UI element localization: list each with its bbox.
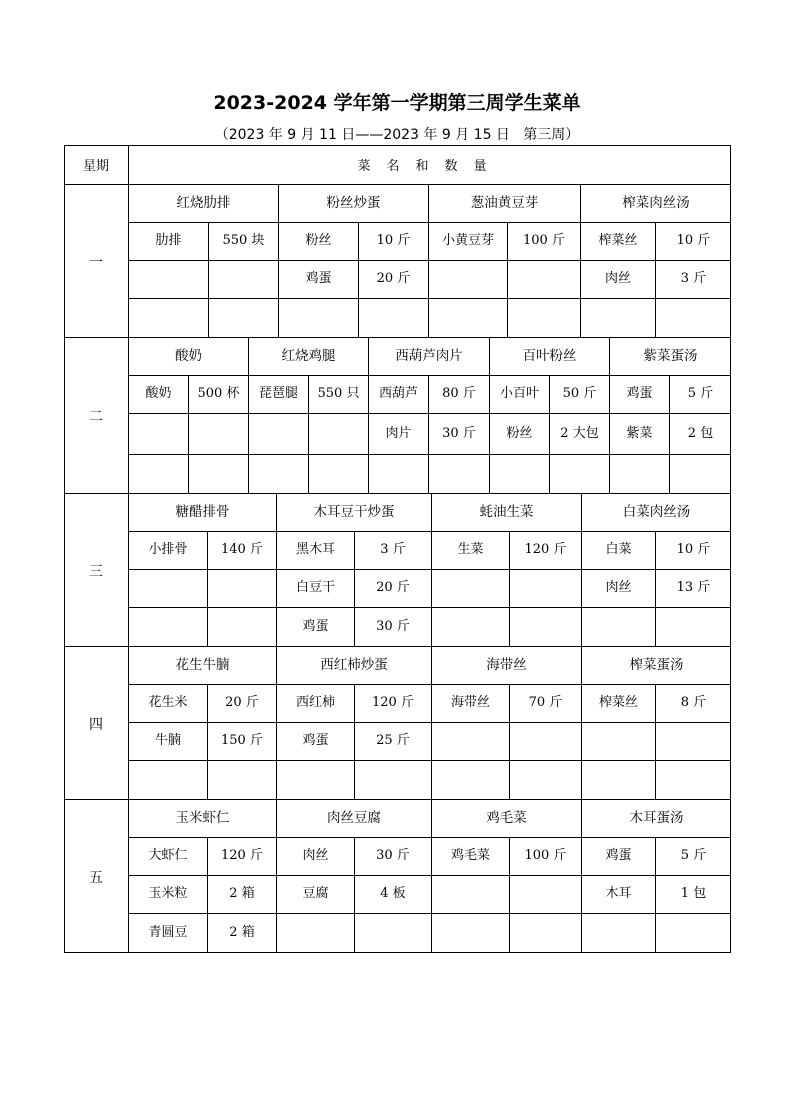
- amount-cell: [656, 723, 731, 761]
- header-day-column: 星期: [64, 145, 129, 185]
- day-label: 五: [64, 800, 129, 953]
- amount-cell: [355, 761, 432, 800]
- ingredient-cell: 生菜: [432, 532, 510, 570]
- amount-cell: 550 块: [209, 223, 279, 261]
- amount-cell: 1 包: [656, 876, 731, 914]
- ingredient-cell: [581, 299, 656, 338]
- amount-cell: 20 斤: [359, 261, 429, 299]
- amount-cell: [189, 414, 249, 455]
- amount-cell: 120 斤: [510, 532, 582, 570]
- ingredient-cell: [429, 261, 508, 299]
- dish-name: 红烧肋排: [129, 185, 279, 223]
- ingredient-cell: 紫菜: [610, 414, 670, 455]
- ingredient-cell: [432, 876, 510, 914]
- ingredient-cell: 黑木耳: [277, 532, 355, 570]
- ingredient-cell: 肉丝: [277, 838, 355, 876]
- dish-name: 葱油黄豆芽: [429, 185, 581, 223]
- amount-cell: 100 斤: [508, 223, 581, 261]
- ingredient-cell: 豆腐: [277, 876, 355, 914]
- ingredient-cell: 白菜: [582, 532, 656, 570]
- ingredient-cell: [369, 455, 429, 494]
- ingredient-cell: [429, 299, 508, 338]
- amount-cell: [309, 455, 369, 494]
- ingredient-cell: 鸡蛋: [277, 723, 355, 761]
- dish-name: 白菜肉丝汤: [582, 494, 731, 532]
- ingredient-cell: 大虾仁: [129, 838, 208, 876]
- ingredient-cell: [129, 761, 208, 800]
- amount-cell: [359, 299, 429, 338]
- amount-cell: 2 箱: [208, 876, 277, 914]
- amount-cell: 2 包: [670, 414, 731, 455]
- dish-name: 木耳蛋汤: [582, 800, 731, 838]
- ingredient-cell: 鸡毛菜: [432, 838, 510, 876]
- dish-name: 花生牛腩: [129, 647, 277, 685]
- amount-cell: 3 斤: [656, 261, 731, 299]
- amount-cell: [208, 761, 277, 800]
- amount-cell: [510, 570, 582, 608]
- amount-cell: [508, 299, 581, 338]
- day-label: 三: [64, 494, 129, 647]
- ingredient-cell: 鸡蛋: [610, 376, 670, 414]
- dish-name: 西红柿炒蛋: [277, 647, 432, 685]
- ingredient-cell: 西葫芦: [369, 376, 429, 414]
- amount-cell: [209, 299, 279, 338]
- header-content-column: 菜名和数量: [129, 145, 731, 185]
- menu-date-range: （2023 年 9 月 11 日——2023 年 9 月 15 日 第三周）: [214, 127, 580, 143]
- dish-name: 西葫芦肉片: [369, 338, 490, 376]
- amount-cell: 10 斤: [359, 223, 429, 261]
- amount-cell: 30 斤: [355, 608, 432, 647]
- amount-cell: 70 斤: [510, 685, 582, 723]
- amount-cell: [208, 608, 277, 647]
- amount-cell: [510, 876, 582, 914]
- ingredient-cell: [129, 455, 189, 494]
- amount-cell: [656, 914, 731, 953]
- amount-cell: 5 斤: [670, 376, 731, 414]
- ingredient-cell: 小排骨: [129, 532, 208, 570]
- amount-cell: 140 斤: [208, 532, 277, 570]
- ingredient-cell: 肉丝: [582, 570, 656, 608]
- ingredient-cell: [490, 455, 550, 494]
- amount-cell: 500 杯: [189, 376, 249, 414]
- ingredient-cell: [432, 723, 510, 761]
- dish-name: 肉丝豆腐: [277, 800, 432, 838]
- ingredient-cell: 肉片: [369, 414, 429, 455]
- ingredient-cell: 西红柿: [277, 685, 355, 723]
- ingredient-cell: 青圆豆: [129, 914, 208, 953]
- ingredient-cell: 肋排: [129, 223, 209, 261]
- ingredient-cell: 木耳: [582, 876, 656, 914]
- amount-cell: 120 斤: [208, 838, 277, 876]
- ingredient-cell: [432, 761, 510, 800]
- amount-cell: 550 只: [309, 376, 369, 414]
- ingredient-cell: 鸡蛋: [279, 261, 359, 299]
- amount-cell: 150 斤: [208, 723, 277, 761]
- amount-cell: [656, 608, 731, 647]
- dish-name: 紫菜蛋汤: [610, 338, 731, 376]
- amount-cell: [189, 455, 249, 494]
- ingredient-cell: [129, 608, 208, 647]
- amount-cell: 30 斤: [429, 414, 490, 455]
- amount-cell: 8 斤: [656, 685, 731, 723]
- ingredient-cell: [582, 761, 656, 800]
- ingredient-cell: [279, 299, 359, 338]
- dish-name: 玉米虾仁: [129, 800, 277, 838]
- amount-cell: 30 斤: [355, 838, 432, 876]
- dish-name: 鸡毛菜: [432, 800, 582, 838]
- amount-cell: [656, 761, 731, 800]
- ingredient-cell: [610, 455, 670, 494]
- ingredient-cell: [277, 761, 355, 800]
- ingredient-cell: [432, 914, 510, 953]
- ingredient-cell: [129, 261, 209, 299]
- amount-cell: 10 斤: [656, 223, 731, 261]
- ingredient-cell: [277, 914, 355, 953]
- amount-cell: [550, 455, 610, 494]
- ingredient-cell: 白豆干: [277, 570, 355, 608]
- ingredient-cell: 海带丝: [432, 685, 510, 723]
- amount-cell: 20 斤: [208, 685, 277, 723]
- amount-cell: 25 斤: [355, 723, 432, 761]
- amount-cell: 4 板: [355, 876, 432, 914]
- amount-cell: [209, 261, 279, 299]
- amount-cell: 3 斤: [355, 532, 432, 570]
- amount-cell: [510, 761, 582, 800]
- ingredient-cell: 鸡蛋: [277, 608, 355, 647]
- ingredient-cell: 花生米: [129, 685, 208, 723]
- dish-name: 酸奶: [129, 338, 249, 376]
- ingredient-cell: [129, 570, 208, 608]
- amount-cell: 2 大包: [550, 414, 610, 455]
- amount-cell: [510, 914, 582, 953]
- amount-cell: [309, 414, 369, 455]
- amount-cell: [510, 723, 582, 761]
- dish-name: 粉丝炒蛋: [279, 185, 429, 223]
- ingredient-cell: [432, 608, 510, 647]
- amount-cell: 80 斤: [429, 376, 490, 414]
- amount-cell: [670, 455, 731, 494]
- amount-cell: [508, 261, 581, 299]
- dish-name: 木耳豆干炒蛋: [277, 494, 432, 532]
- dish-name: 海带丝: [432, 647, 582, 685]
- ingredient-cell: [249, 455, 309, 494]
- dish-name: 蚝油生菜: [432, 494, 582, 532]
- dish-name: 百叶粉丝: [490, 338, 610, 376]
- ingredient-cell: [249, 414, 309, 455]
- ingredient-cell: 牛腩: [129, 723, 208, 761]
- dish-name: 榨菜蛋汤: [582, 647, 731, 685]
- ingredient-cell: 小百叶: [490, 376, 550, 414]
- amount-cell: [355, 914, 432, 953]
- amount-cell: 13 斤: [656, 570, 731, 608]
- ingredient-cell: 粉丝: [279, 223, 359, 261]
- menu-title: 2023-2024 学年第一学期第三周学生菜单: [213, 92, 581, 114]
- amount-cell: 120 斤: [355, 685, 432, 723]
- amount-cell: 50 斤: [550, 376, 610, 414]
- amount-cell: 100 斤: [510, 838, 582, 876]
- amount-cell: 20 斤: [355, 570, 432, 608]
- amount-cell: 5 斤: [656, 838, 731, 876]
- ingredient-cell: [582, 608, 656, 647]
- amount-cell: [208, 570, 277, 608]
- ingredient-cell: 粉丝: [490, 414, 550, 455]
- dish-name: 榨菜肉丝汤: [581, 185, 731, 223]
- amount-cell: 10 斤: [656, 532, 731, 570]
- ingredient-cell: [129, 414, 189, 455]
- dish-name: 糖醋排骨: [129, 494, 277, 532]
- ingredient-cell: 鸡蛋: [582, 838, 656, 876]
- ingredient-cell: [582, 723, 656, 761]
- ingredient-cell: 小黄豆芽: [429, 223, 508, 261]
- amount-cell: [510, 608, 582, 647]
- amount-cell: [429, 455, 490, 494]
- amount-cell: [656, 299, 731, 338]
- ingredient-cell: 肉丝: [581, 261, 656, 299]
- ingredient-cell: [129, 299, 209, 338]
- amount-cell: 2 箱: [208, 914, 277, 953]
- ingredient-cell: 榨菜丝: [582, 685, 656, 723]
- ingredient-cell: [432, 570, 510, 608]
- dish-name: 红烧鸡腿: [249, 338, 369, 376]
- day-label: 四: [64, 647, 129, 800]
- day-label: 一: [64, 185, 129, 338]
- ingredient-cell: 玉米粒: [129, 876, 208, 914]
- ingredient-cell: [582, 914, 656, 953]
- day-label: 二: [64, 338, 129, 494]
- ingredient-cell: 琵琶腿: [249, 376, 309, 414]
- ingredient-cell: 酸奶: [129, 376, 189, 414]
- ingredient-cell: 榨菜丝: [581, 223, 656, 261]
